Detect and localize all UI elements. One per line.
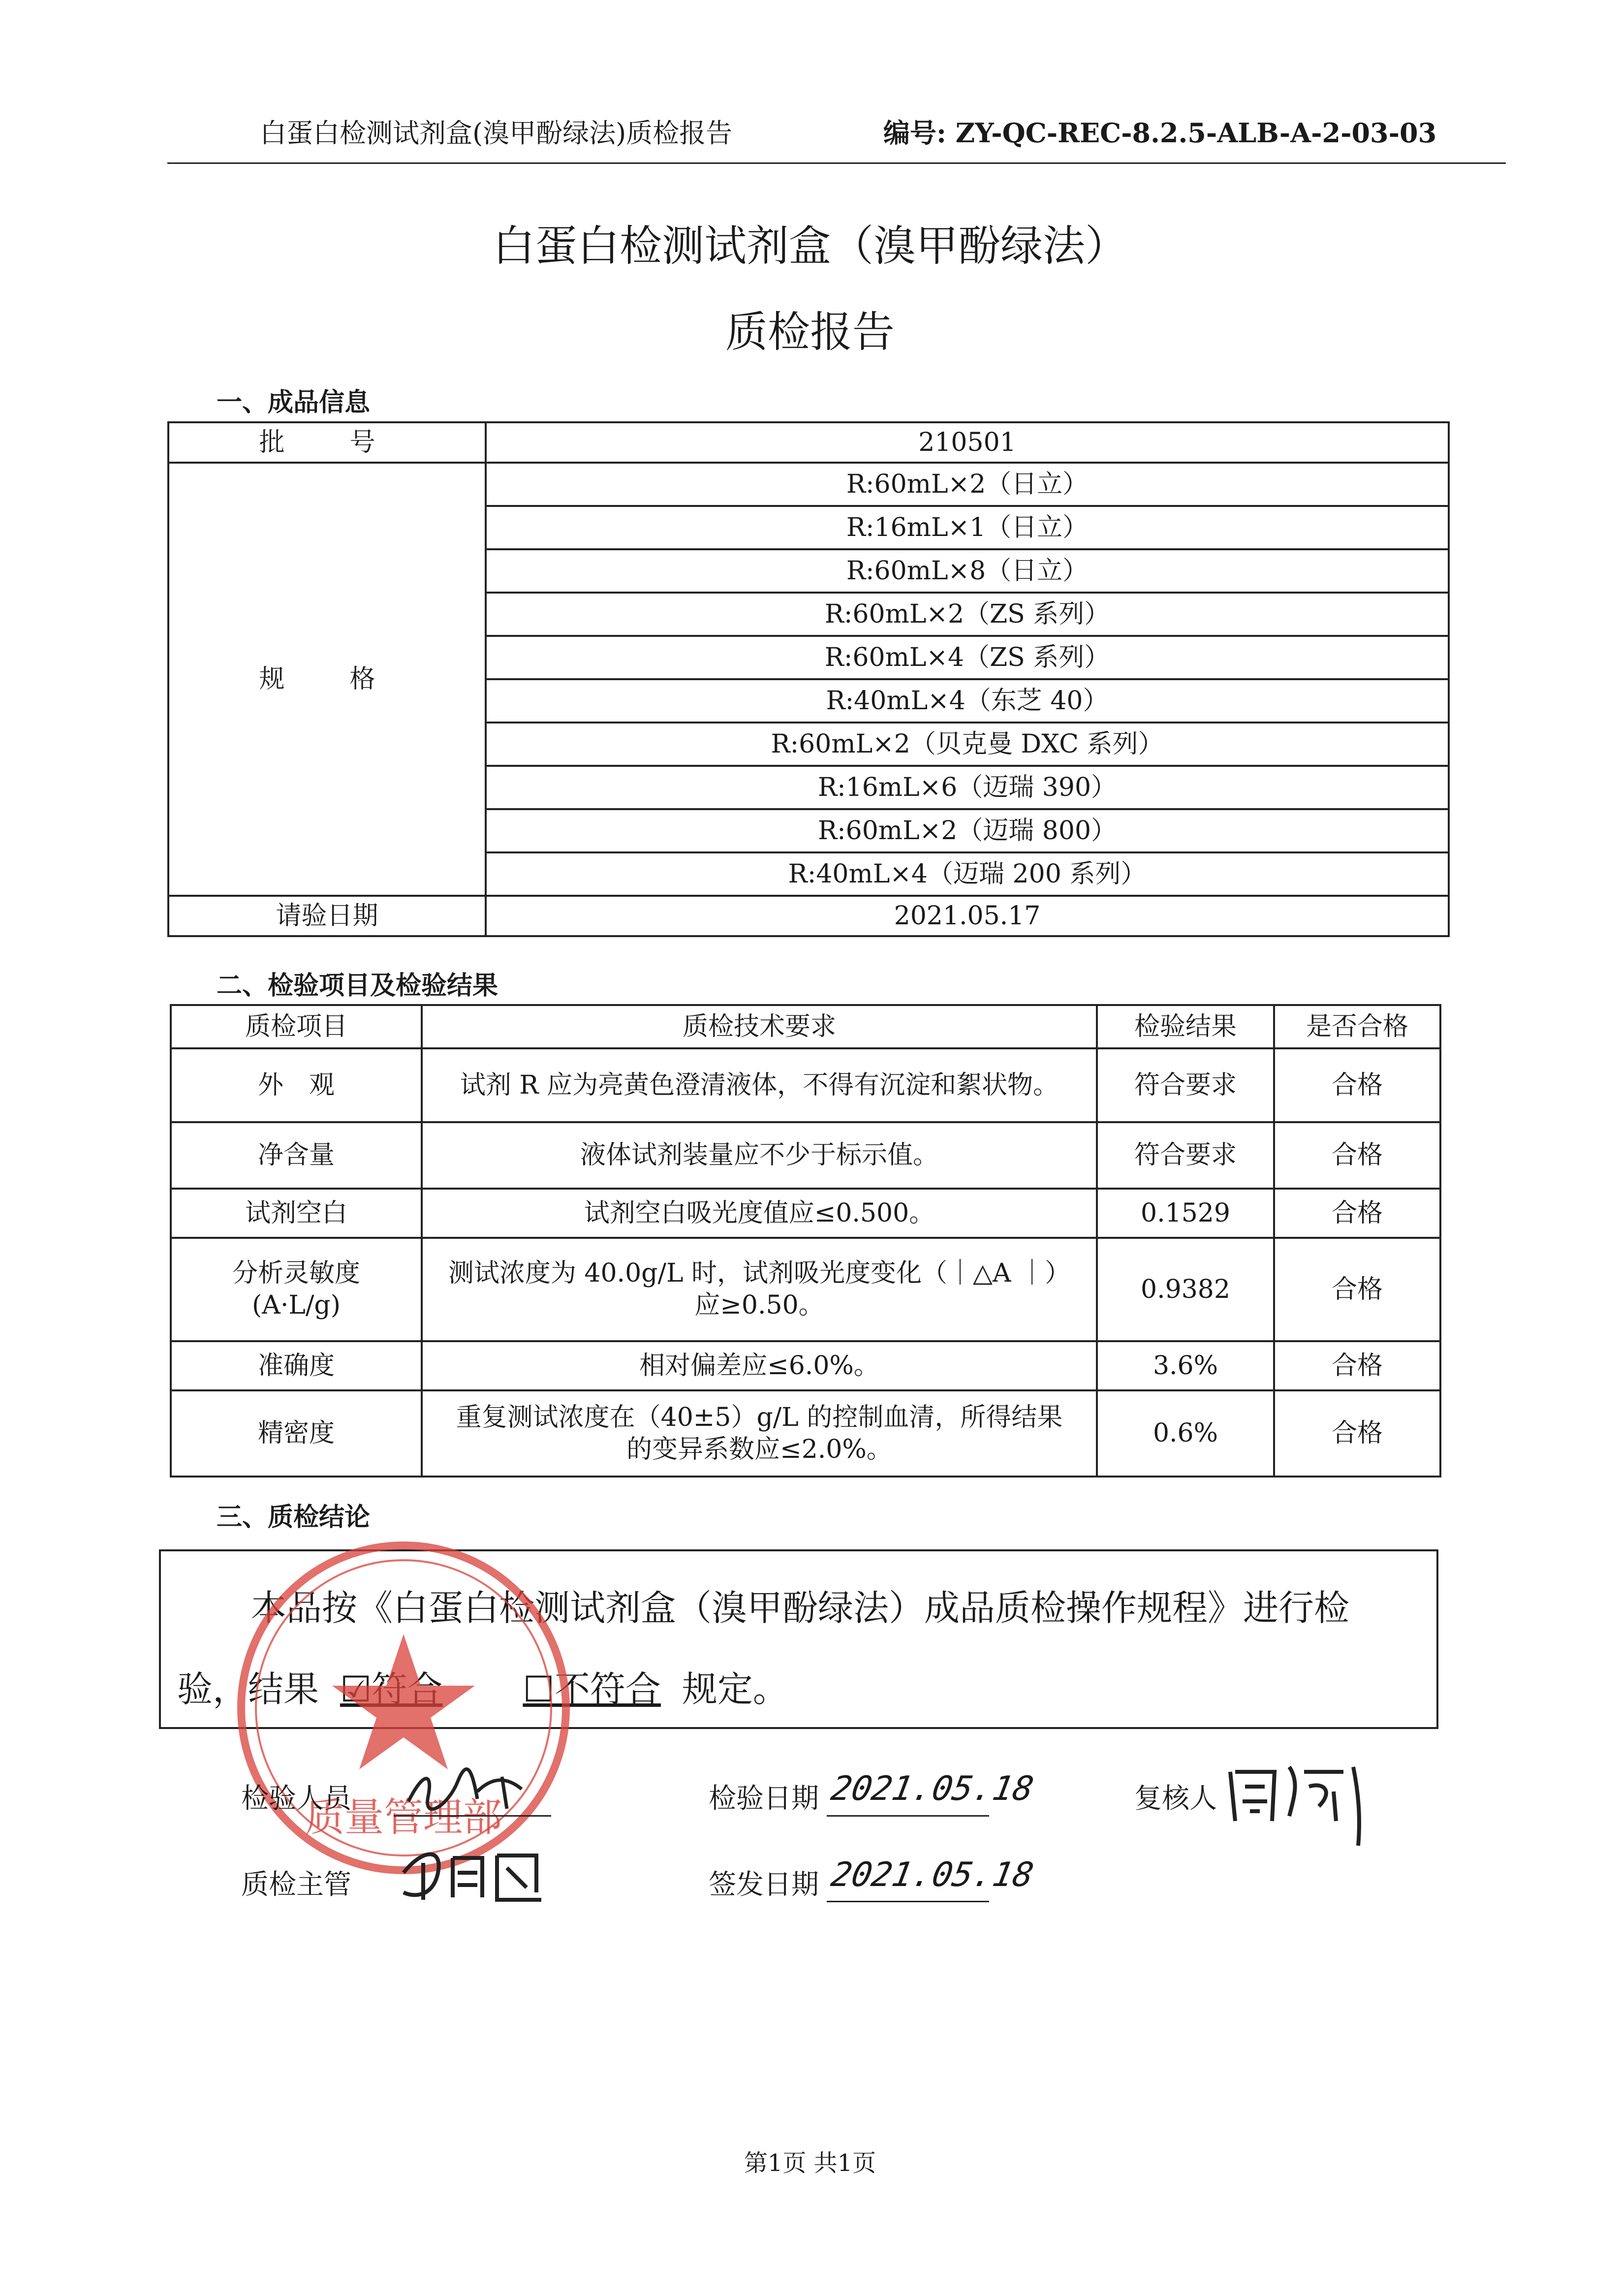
item-result: 0.1529 — [1097, 1189, 1274, 1238]
report-title: 白蛋白检测试剂盒（溴甲酚绿法） — [493, 221, 1127, 271]
item-requirement: 试剂空白吸光度值应≤0.500。 — [422, 1189, 1097, 1238]
item-name: 准确度 — [171, 1341, 422, 1390]
spec-item: R:40mL×4（东芝 40） — [486, 679, 1449, 723]
table-row — [171, 1390, 1440, 1477]
supervisor-label: 质检主管 — [241, 1869, 351, 1901]
item-name: 试剂空白 — [171, 1189, 422, 1238]
spec-item: R:60mL×8（日立） — [486, 549, 1449, 593]
table-row — [171, 1048, 1440, 1122]
inspect-date-label: 检验日期 — [709, 1783, 819, 1815]
results-header-row — [171, 1005, 1440, 1048]
col-header-pass: 是否合格 — [1274, 1005, 1440, 1048]
item-requirement: 液体试剂装量应不少于标示值。 — [422, 1122, 1097, 1189]
inspector-label: 检验人员 — [241, 1783, 351, 1815]
reviewer-label: 复核人 — [1134, 1783, 1217, 1815]
col-header-result: 检验结果 — [1097, 1005, 1274, 1048]
item-pass: 合格 — [1274, 1048, 1440, 1122]
item-result: 3.6% — [1097, 1341, 1274, 1390]
date-row — [168, 896, 1449, 936]
section1-heading: 一、成品信息 — [217, 387, 371, 417]
item-name: 分析灵敏度 (A·L/g) — [171, 1238, 422, 1341]
table-row — [171, 1238, 1440, 1341]
item-name: 净含量 — [171, 1122, 422, 1189]
col-header-item: 质检项目 — [171, 1005, 422, 1048]
col-header-requirement: 质检技术要求 — [422, 1005, 1097, 1048]
seal-text: 质量管理部 — [305, 1794, 502, 1840]
reviewer-signature — [1220, 1752, 1378, 1851]
issue-date-label: 签发日期 — [709, 1869, 819, 1901]
section2-heading: 二、检验项目及检验结果 — [217, 971, 498, 1001]
issue-date-value: 2021.05.18 — [828, 1856, 1037, 1894]
date-value: 2021.05.17 — [486, 896, 1449, 936]
spec-label: 规 格 — [168, 463, 486, 896]
supervisor-signature — [394, 1843, 556, 1907]
header-doc-number: 编号: ZY-QC-REC-8.2.5-ALB-A-2-03-03 — [883, 117, 1437, 149]
company-seal — [231, 1536, 576, 1880]
unchecked-box-icon: ☐ — [523, 1668, 555, 1710]
item-pass: 合格 — [1274, 1238, 1440, 1341]
item-name: 外 观 — [171, 1048, 422, 1122]
table-row — [171, 1122, 1440, 1189]
batch-row — [168, 422, 1449, 463]
section3-heading: 三、质检结论 — [217, 1502, 371, 1532]
spec-item: R:60mL×2（迈瑞 800） — [486, 809, 1449, 852]
spec-item: R:60mL×2（ZS 系列） — [486, 593, 1449, 636]
item-name: 精密度 — [171, 1390, 422, 1477]
issue-date-line — [827, 1901, 989, 1902]
item-result: 符合要求 — [1097, 1048, 1274, 1122]
inspector-signature — [404, 1762, 531, 1816]
item-requirement: 重复测试浓度在（40±5）g/L 的控制血清，所得结果 的变异系数应≤2.0%。 — [422, 1390, 1097, 1477]
conclusion-prefix: 验，结果 — [177, 1668, 319, 1710]
spec-item: R:60mL×2（贝克曼 DXC 系列） — [486, 723, 1449, 766]
item-result: 符合要求 — [1097, 1122, 1274, 1189]
spec-item: R:16mL×1（日立） — [486, 506, 1449, 549]
table-row — [171, 1189, 1440, 1238]
inspect-date-line — [827, 1815, 989, 1817]
page-footer: 第1页 共1页 — [744, 2149, 876, 2177]
date-label: 请验日期 — [168, 896, 486, 936]
spec-item: R:16mL×6（迈瑞 390） — [486, 766, 1449, 809]
item-pass: 合格 — [1274, 1122, 1440, 1189]
spec-item: R:60mL×2（日立） — [486, 463, 1449, 506]
item-requirement: 相对偏差应≤6.0%。 — [422, 1341, 1097, 1390]
table-row — [171, 1341, 1440, 1390]
item-requirement: 测试浓度为 40.0g/L 时，试剂吸光度变化（｜△A ｜） 应≥0.50。 — [422, 1238, 1097, 1341]
fail-label: 不符合 — [554, 1668, 661, 1710]
seal-star-icon — [332, 1634, 475, 1769]
conclusion-suffix: 规定。 — [682, 1668, 788, 1710]
header-doc-title: 白蛋白检测试剂盒(溴甲酚绿法)质检报告 — [260, 118, 733, 149]
conclusion-line-1: 本品按《白蛋白检测试剂盒（溴甲酚绿法）成品质检操作规程》进行检 — [251, 1587, 1350, 1629]
item-pass: 合格 — [1274, 1189, 1440, 1238]
inspection-results-table — [170, 1004, 1441, 1478]
header-divider — [167, 162, 1506, 164]
spec-item: R:40mL×4（迈瑞 200 系列） — [486, 852, 1449, 896]
spec-item: R:60mL×4（ZS 系列） — [486, 636, 1449, 679]
inspect-date-value: 2021.05.18 — [828, 1769, 1037, 1808]
batch-value: 210501 — [486, 422, 1449, 463]
batch-label: 批 号 — [168, 422, 486, 463]
item-pass: 合格 — [1274, 1390, 1440, 1477]
item-result: 0.6% — [1097, 1390, 1274, 1477]
item-requirement: 试剂 R 应为亮黄色澄清液体，不得有沉淀和絮状物。 — [422, 1048, 1097, 1122]
item-result: 0.9382 — [1097, 1238, 1274, 1341]
item-pass: 合格 — [1274, 1341, 1440, 1390]
report-subtitle: 质检报告 — [725, 308, 895, 357]
product-info-table — [167, 421, 1450, 937]
